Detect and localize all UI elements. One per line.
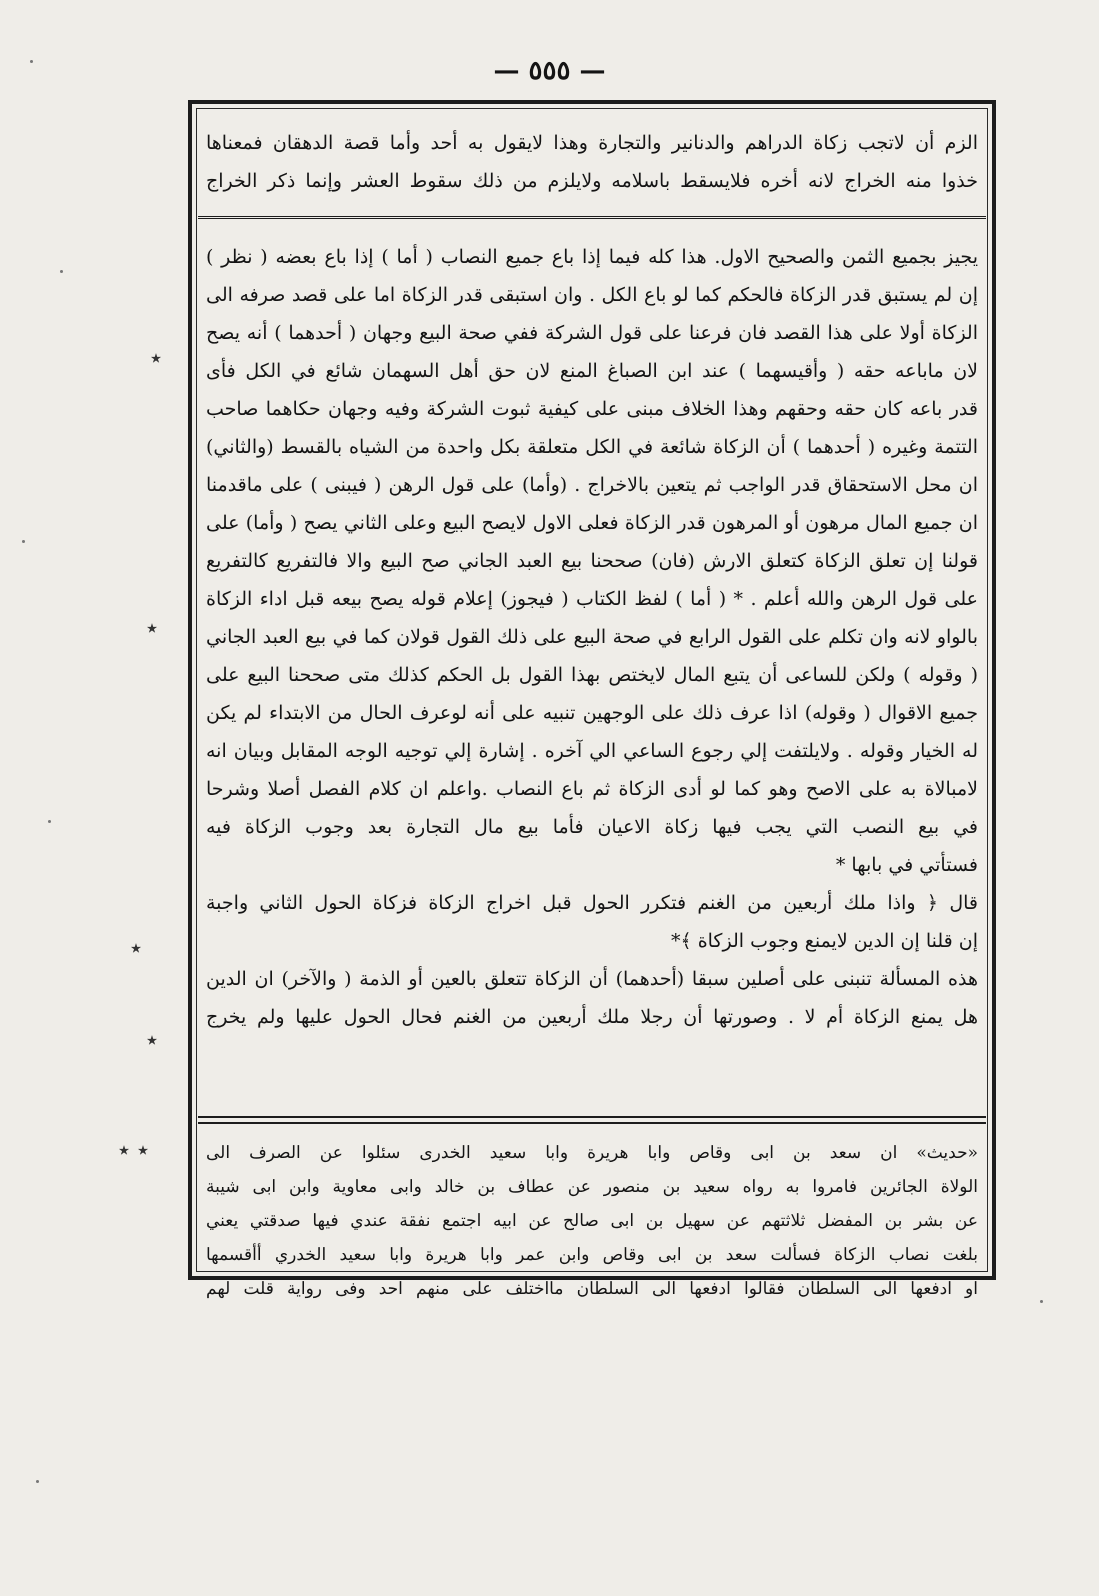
- text-line: هذه المسألة تنبنى على أصلين سبقا (أحدهما) أن الزكاة تتعلق بالعين أو الذمة ( والآخر) ان الدين: [206, 968, 978, 990]
- text-line: خذوا منه الخراج لانه أخره فلايسقط باسلامه ولايلزم من ذلك سقوط العشر وإنما ذكر الخراج: [206, 170, 978, 192]
- paper-speck: [30, 60, 33, 63]
- text-line: الولاة الجائرين فامروا به رواه سعيد بن منصور عن عطاف بن خالد وابى معاوية وابن ابى شيبة: [206, 1177, 978, 1197]
- margin-mark: ٭: [130, 936, 142, 961]
- text-line: ان محل الاستحقاق قدر الواجب ثم يتعين بالاخراج . (وأما) على قول الرهن ( فيبنى ) على ماقدمنا: [206, 474, 978, 496]
- text-line: الزم أن لاتجب زكاة الدراهم والدنانير والتجارة وهذا لايقول به أحد وأما قصة الدهقان فمعناها: [206, 132, 978, 154]
- text-line: او ادفعها الى السلطان فقالوا ادفعها الى السلطان مااختلف على منهم احد وفى رواية قلت لهم: [206, 1279, 978, 1299]
- text-line: قدر باعه كان حقه وحقهم وهذا الخلاف مبنى على كيفية ثبوت الشركة وفيه وجهان حكاهما صاحب: [206, 398, 978, 420]
- text-line: قولنا إن تعلق الزكاة كتعلق الارش (فان) صححنا بيع العبد الجاني صح البيع والا فالتفريع كالتفريع: [206, 550, 978, 572]
- paper-speck: [36, 1480, 39, 1483]
- text-line: يجيز بجميع الثمن والصحيح الاول. هذا كله فيما إذا باع جميع النصاب ( أما ) إذا باع بعضه ( نظر ): [206, 246, 978, 268]
- text-line: بالواو لانه وان تكلم على القول الرابع في صحة البيع على ذلك القول قولان كما في بيع العبد الجاني: [206, 626, 978, 648]
- paper-speck: [22, 540, 25, 543]
- paper-speck: [1040, 1300, 1043, 1303]
- text-line: إن قلنا إن الدين لايمنع وجوب الزكاة ﴾*: [671, 930, 978, 952]
- text-line: بلغت نصاب الزكاة فسألت سعد بن ابى وقاص وابن عمر وابا هريرة وابا سعيد الخدري أأقسمها: [206, 1245, 978, 1265]
- paper-speck: [48, 820, 51, 823]
- text-line: لان ماباعه حقه ( وأقيسهما ) عند ابن الصباغ المنع لان حق أهل السهمان شائع في الكل فأى: [206, 360, 978, 382]
- text-line: عن بشر بن المفضل ثلاثتهم عن سهيل بن ابى صالح عن ابيه اجتمع نفقة عندي فيها صدقتي يعني: [206, 1211, 978, 1231]
- margin-mark: ٭ ٭: [118, 1138, 149, 1163]
- text-line: «حديث» ان سعد بن ابى وقاص وابا هريرة وابا سعيد الخدرى سئلوا عن الصرف الى: [206, 1143, 978, 1163]
- text-line: قال ﴿ واذا ملك أربعين من الغنم فتكرر الحول قبل اخراج الزكاة فزكاة الحول الثاني واجبة: [206, 892, 978, 914]
- section-divider: [198, 216, 986, 219]
- footnote-divider-inner: [198, 1122, 986, 1124]
- margin-mark: ٭: [150, 346, 162, 371]
- text-frame: [188, 100, 996, 1299]
- text-line: إن لم يستبق قدر الزكاة فالحكم كما لو باع الكل . وان استبقى قدر الزكاة اما على قصد صرفه الى: [206, 284, 978, 306]
- text-line: في بيع النصب التي يجب فيها زكاة الاعيان فأما بيع مال التجارة بعد وجوب الزكاة فيه: [206, 816, 978, 838]
- text-line: ان جميع المال مرهون أو المرهون قدر الزكاة فعلى الاول لايصح البيع وعلى الثاني يصح ( وأما) على: [206, 512, 978, 534]
- paper-speck: [60, 270, 63, 273]
- text-line: لامبالاة به على الاصح وهو كما لو أدى الزكاة ثم باع النصاب .واعلم ان كلام الفصل أصلا وشرحا: [206, 778, 978, 800]
- hadith-footnote-section: [206, 1136, 978, 1306]
- text-line: فستأتي في بابها *: [835, 854, 978, 876]
- footnote-divider: [198, 1116, 986, 1118]
- text-line: على قول الرهن والله أعلم . * ( أما ) لفظ الكتاب ( فيجوز) إعلام قوله يصح بيعه قبل اداء الزكاة: [206, 588, 978, 610]
- text-line: له الخيار وقوله . ولايلتفت إلي رجوع الساعي الي آخره . إشارة إلي توجيه الوجه المقابل وبيان انه: [206, 740, 978, 762]
- text-line: هل يمنع الزكاة أم لا . وصورتها أن رجلا ملك أربعين من الغنم فحال الحول عليها ولم يخرج: [206, 1006, 978, 1028]
- top-text-section: [206, 124, 978, 200]
- text-line: التتمة وغيره ( أحدهما ) أن الزكاة شائعة في الكل متعلقة بكل واحدة من الشياه بالقسط (والثاني): [206, 436, 978, 458]
- margin-mark: ٭: [146, 616, 158, 641]
- text-line: جميع الاقوال ( وقوله) اذا عرف ذلك على الوجهين تنبيه على أنه لوعرف الحال من الابتداء لم يكن: [206, 702, 978, 724]
- margin-mark: ٭: [146, 1028, 158, 1053]
- page-number: — ٥٥٥ —: [493, 56, 606, 86]
- text-line: ( وقوله ) ولكن للساعى أن يتبع المال لايختص بهذا القول بل الحكم كذلك متى صححنا البيع على: [206, 664, 978, 686]
- text-line: الزكاة أولا على هذا القصد فان فرعنا على قول الشركة ففي صحة البيع وجهان ( أحدهما ) أنه يصح: [206, 322, 978, 344]
- main-text-section: [206, 238, 978, 1036]
